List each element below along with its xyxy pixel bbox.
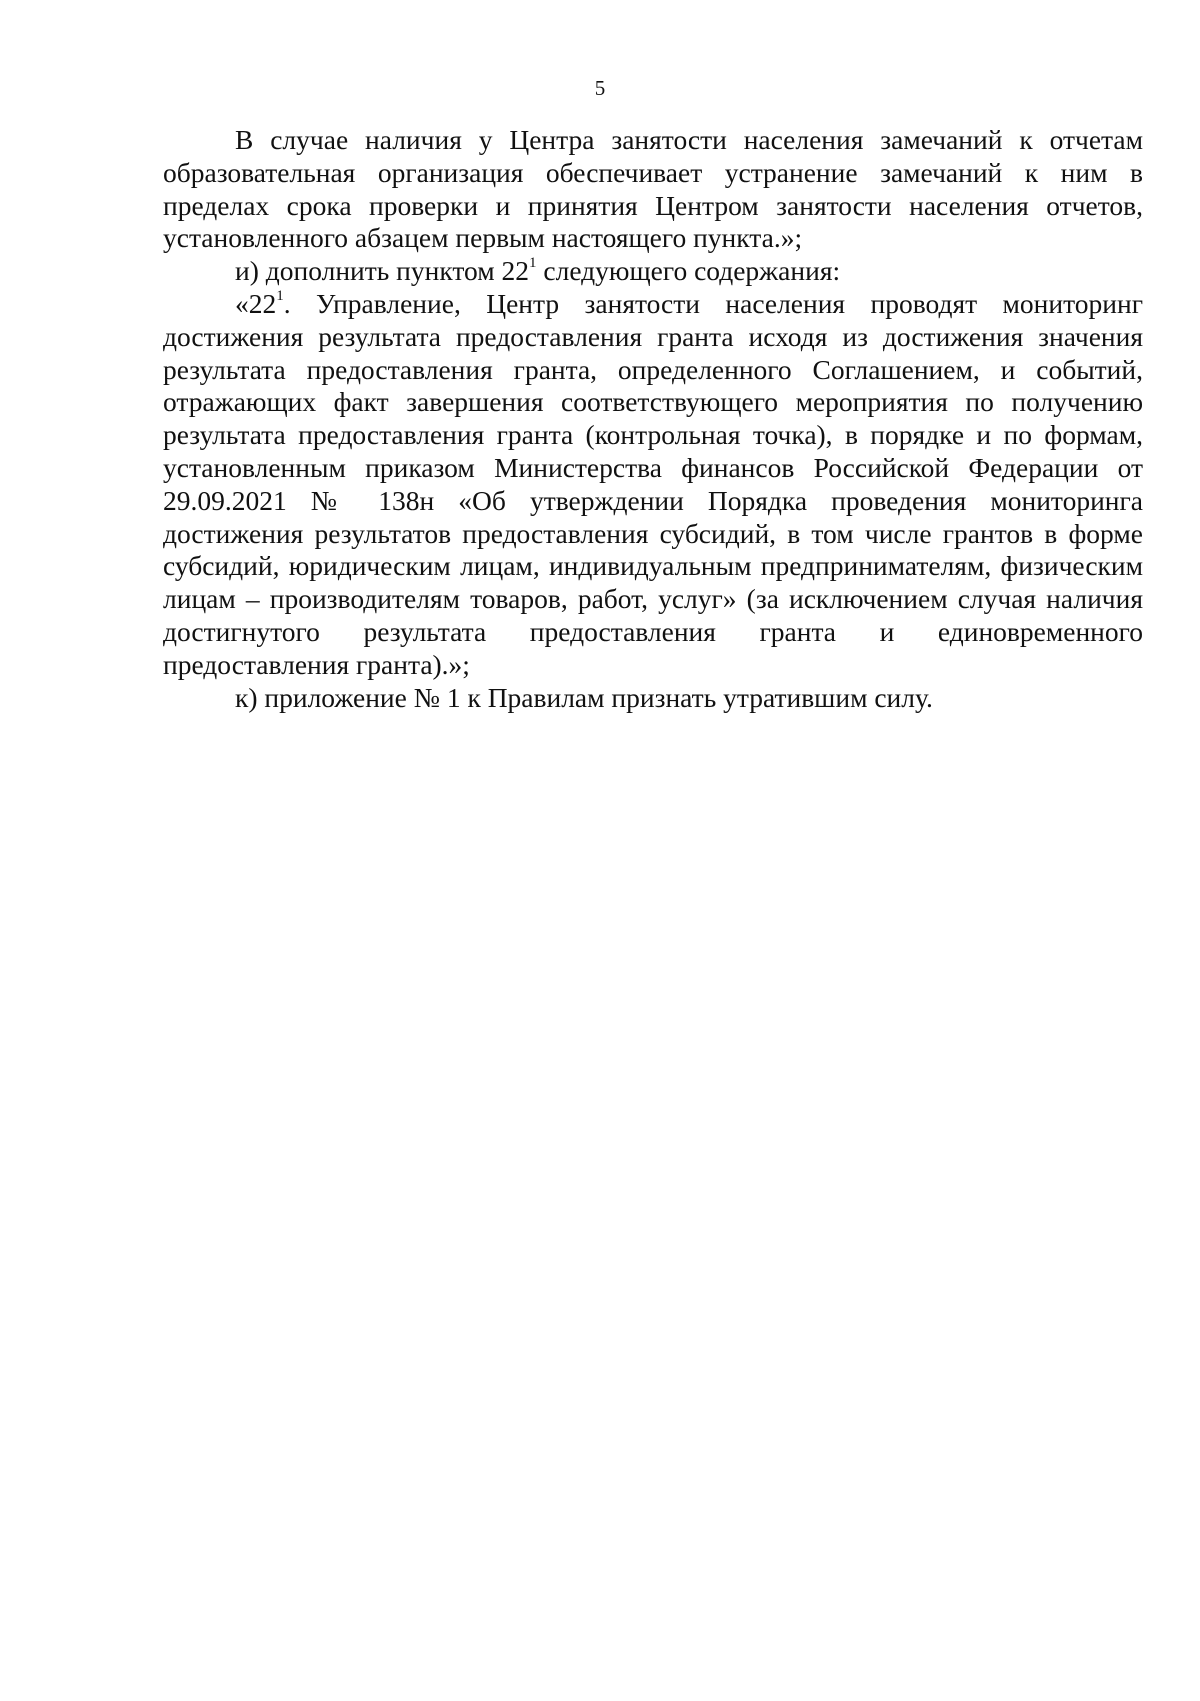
paragraph-amend-22-1 bbox=[163, 255, 1143, 288]
document-body bbox=[163, 124, 1143, 714]
paragraph-text: «22 bbox=[235, 287, 277, 319]
paragraph-annex-void: к) приложение № 1 к Правилам признать утратившим силу. bbox=[235, 681, 933, 713]
superscript: 1 bbox=[276, 287, 284, 304]
page-number: 5 bbox=[594, 76, 606, 100]
paragraph-clause-22-1 bbox=[163, 288, 1143, 682]
paragraph-text: следующего содержания: bbox=[536, 255, 841, 287]
superscript: 1 bbox=[529, 255, 537, 272]
paragraph-remarks: В случае наличия у Центра занятости населения замечаний к отчетам образовательная организация обеспечивает устранение замечаний к ним в пределах срока проверки и принятия Центром занятости населения отчетов, установленного абзацем первым настоящего пункта.»; bbox=[163, 124, 1143, 254]
paragraph-text: . Управление, Центр занятости населения проводят мониторинг достижения результата предоставления гранта исходя из достижения значения результата предоставления гранта, определенного Соглашением, и событий, отражающих факт завершения соответствующего мероприятия по получению результата предоставления гранта (контрольная точка), в порядке и по формам, установленным приказом Министерства финансов Российской Федерации от 29.09.2021 № 138н «Об утверждении Порядка проведения мониторинга достижения результатов предоставления субсидий, в том числе грантов в форме субсидий, юридическим лицам, индивидуальным предпринимателям, физическим лицам – производителям товаров, работ, услуг» (за исключением случая наличия достигнутого результата предоставления гранта и единовременного предоставления гранта).»; bbox=[163, 287, 1143, 680]
paragraph-text: и) дополнить пунктом 22 bbox=[235, 255, 530, 287]
